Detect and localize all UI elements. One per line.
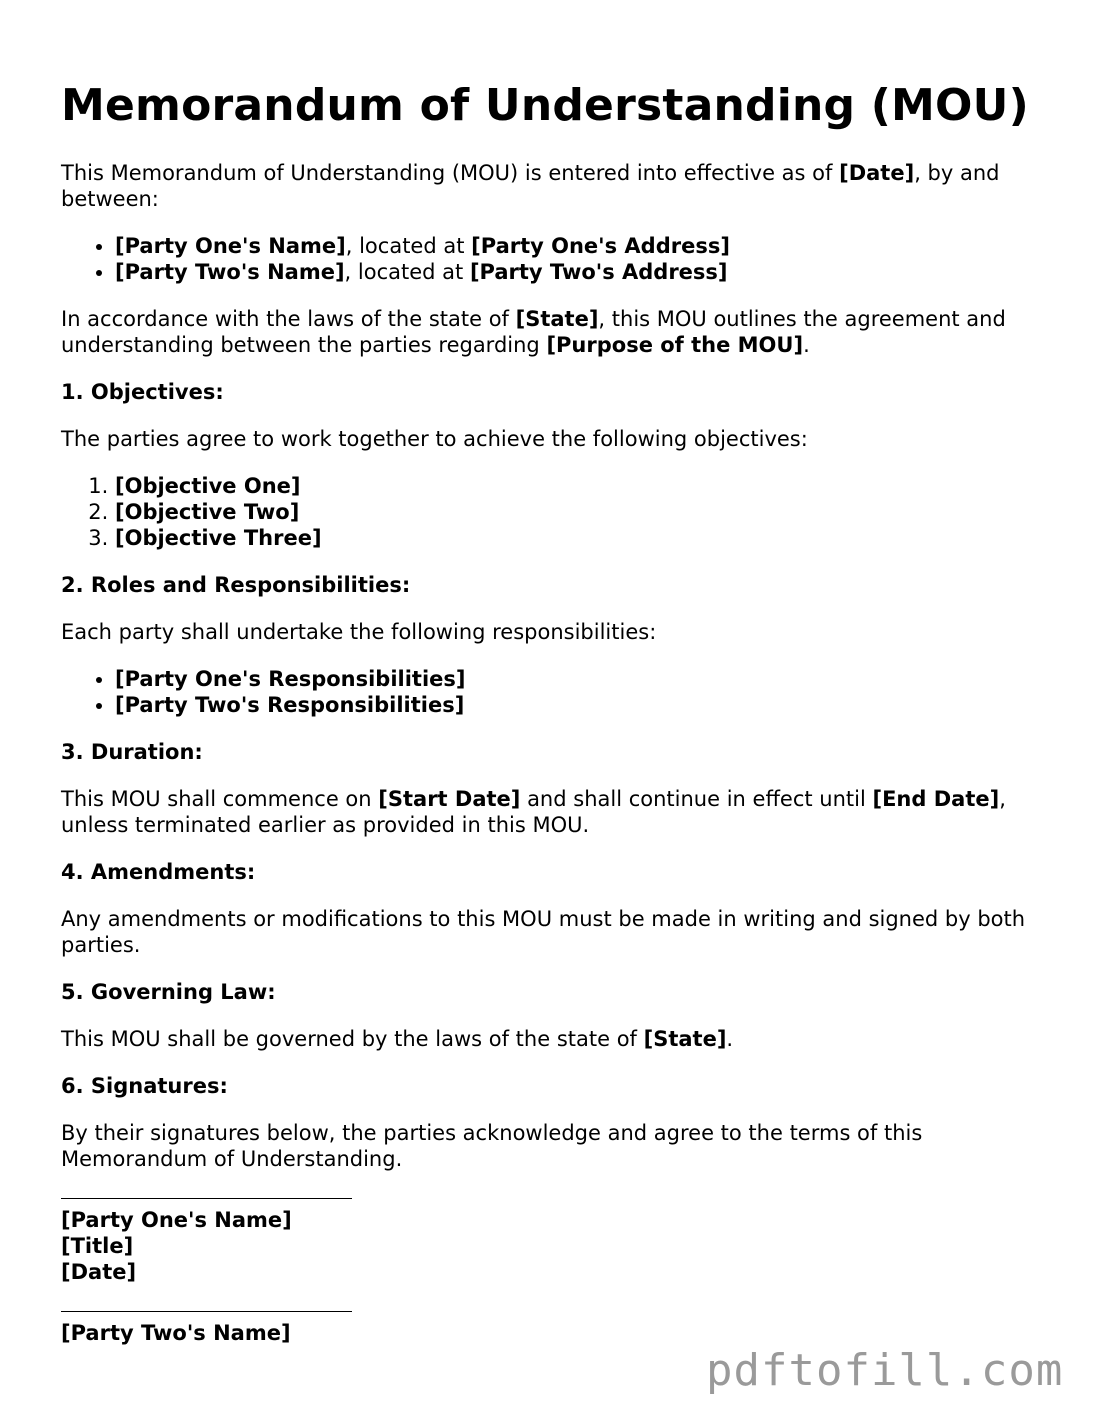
end-date-placeholder: [End Date]	[872, 787, 1000, 811]
duration-text-middle: and shall continue in effect until	[520, 787, 873, 811]
list-item	[115, 666, 1051, 692]
watermark: pdftofill.com	[706, 1345, 1064, 1396]
party-two-connector: , located at	[344, 260, 470, 284]
section-heading-objectives: 1. Objectives:	[61, 380, 224, 404]
governing-law-text-after: .	[726, 1027, 734, 1051]
governing-law-paragraph	[61, 1026, 1051, 1052]
document-page	[61, 0, 1051, 1346]
list-item	[115, 259, 1051, 285]
governing-law-text-before: This MOU shall be governed by the laws of the state of	[61, 1027, 644, 1051]
objective-one: [Objective One]	[115, 474, 301, 498]
list-item	[115, 233, 1051, 259]
roles-text: Each party shall undertake the following responsibilities:	[61, 620, 657, 644]
list-item	[115, 473, 1051, 499]
signature-block-party-one	[61, 1198, 1051, 1285]
date-placeholder: [Date]	[839, 161, 915, 185]
objective-two: [Objective Two]	[115, 500, 300, 524]
party-one-responsibilities: [Party One's Responsibilities]	[115, 667, 466, 691]
duration-text-after: , unless terminated earlier as provided in this MOU.	[61, 787, 1006, 837]
section-heading-roles: 2. Roles and Responsibilities:	[61, 573, 411, 597]
party-two-name: [Party Two's Name]	[115, 260, 345, 284]
duration-paragraph	[61, 786, 1051, 838]
page-title: Memorandum of Understanding (MOU)	[61, 80, 1029, 131]
signature-party-one-name: [Party One's Name]	[61, 1208, 292, 1232]
signature-line[interactable]	[61, 1198, 352, 1199]
signature-party-one-title: [Title]	[61, 1234, 134, 1258]
objective-three: [Objective Three]	[115, 526, 322, 550]
party-two-responsibilities: [Party Two's Responsibilities]	[115, 693, 465, 717]
purpose-placeholder: [Purpose of the MOU]	[546, 333, 804, 357]
amendments-text: Any amendments or modifications to this MOU must be made in writing and signed by both parties.	[61, 907, 1026, 957]
intro-text-after: , by and between:	[61, 161, 1000, 211]
objectives-list	[61, 473, 1051, 551]
accordance-text-middle: , this MOU outlines the agreement and understanding between the parties regarding	[61, 307, 1006, 357]
governing-state-placeholder: [State]	[643, 1027, 727, 1051]
intro-paragraph	[61, 160, 1051, 212]
objectives-text: The parties agree to work together to achieve the following objectives:	[61, 427, 808, 451]
signature-line[interactable]	[61, 1311, 352, 1312]
party-two-address: [Party Two's Address]	[469, 260, 728, 284]
signature-block-party-two	[61, 1311, 1051, 1346]
signature-party-one-date: [Date]	[61, 1260, 137, 1284]
section-heading-signatures: 6. Signatures:	[61, 1074, 228, 1098]
duration-text-before: This MOU shall commence on	[61, 787, 379, 811]
responsibilities-list	[61, 666, 1051, 718]
list-item	[115, 525, 1051, 551]
accordance-paragraph	[61, 306, 1051, 358]
intro-text-before: This Memorandum of Understanding (MOU) is entered into effective as of	[61, 161, 840, 185]
party-one-name: [Party One's Name]	[115, 234, 346, 258]
section-heading-governing-law: 5. Governing Law:	[61, 980, 276, 1004]
signatures-text: By their signatures below, the parties acknowledge and agree to the terms of this Memorandum of Understanding.	[61, 1121, 923, 1171]
list-item	[115, 499, 1051, 525]
parties-list	[61, 233, 1051, 285]
party-one-connector: , located at	[345, 234, 472, 258]
section-heading-duration: 3. Duration:	[61, 740, 203, 764]
accordance-text-before: In accordance with the laws of the state of	[61, 307, 516, 331]
state-placeholder: [State]	[515, 307, 599, 331]
signature-party-two-name: [Party Two's Name]	[61, 1321, 291, 1345]
section-heading-amendments: 4. Amendments:	[61, 860, 256, 884]
list-item	[115, 692, 1051, 718]
accordance-text-after: .	[803, 333, 810, 357]
start-date-placeholder: [Start Date]	[378, 787, 521, 811]
party-one-address: [Party One's Address]	[471, 234, 730, 258]
